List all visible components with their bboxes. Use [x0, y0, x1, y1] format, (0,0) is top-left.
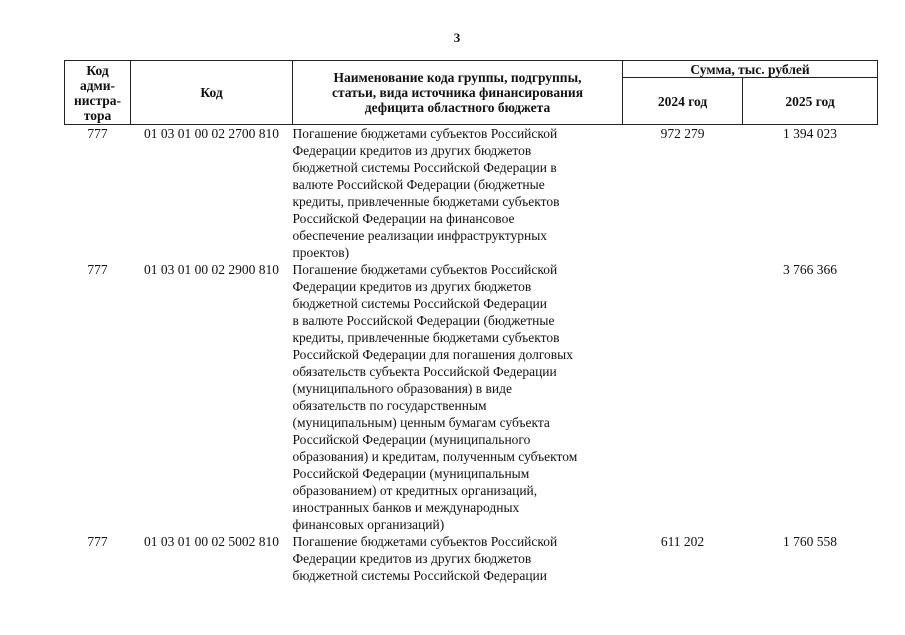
- amount-2025-cell: 3 766 366: [783, 262, 837, 277]
- header-year-2024: 2024 год: [623, 78, 743, 125]
- name-line: Российской Федерации для погашения долговых: [292, 347, 573, 362]
- name-line: обязательств субъекта Российской Федерации: [292, 364, 557, 379]
- name-line: Федерации кредитов из других бюджетов: [292, 279, 532, 294]
- table-row: [65, 261, 878, 533]
- name-line: валюте Российской Федерации (бюджетные: [292, 177, 545, 192]
- amount-2024-cell: 972 279: [660, 126, 705, 141]
- code-cell: 01 03 01 00 02 2700 810: [144, 126, 279, 141]
- header-admin-code: [65, 61, 131, 125]
- code-cell: 01 03 01 00 02 2900 810: [144, 262, 279, 277]
- name-cell: [293, 261, 623, 533]
- name-line: бюджетной системы Российской Федерации в: [292, 160, 557, 175]
- name-line: (муниципальным) ценным бумагам субъекта: [292, 415, 550, 430]
- header-admin-code-line: адми-: [79, 77, 116, 93]
- name-cell: [293, 125, 623, 262]
- name-line: Федерации кредитов из других бюджетов: [292, 551, 532, 566]
- header-name-line: статьи, вида источника финансирования: [331, 85, 584, 100]
- amount-2024-cell: 611 202: [660, 534, 705, 549]
- amount-2025-cell: 1 394 023: [783, 126, 837, 141]
- name-line: иностранных банков и международных: [292, 500, 520, 515]
- name-line: (муниципального образования) в виде: [292, 381, 513, 396]
- header-admin-code-line: Код: [86, 62, 109, 78]
- name-line: образования) и кредитам, полученным субъектом: [292, 449, 578, 464]
- name-line: Российской Федерации на финансовое: [292, 211, 515, 226]
- amount-2024-cell: [623, 261, 743, 533]
- name-line: финансовых организаций): [292, 517, 445, 532]
- amount-2025-cell: 1 760 558: [783, 534, 837, 549]
- admin-code-cell: 777: [87, 534, 108, 549]
- name-line: Российской Федерации (муниципальным: [292, 466, 530, 481]
- name-line: Российской Федерации (муниципального: [292, 432, 531, 447]
- header-name-line: Наименование кода группы, подгруппы,: [333, 70, 582, 85]
- name-line: обеспечение реализации инфраструктурных: [292, 228, 548, 243]
- name-line: бюджетной системы Российской Федерации: [292, 568, 548, 583]
- admin-code-cell: 777: [87, 262, 108, 277]
- name-cell: [293, 533, 623, 584]
- header-name: [293, 61, 623, 125]
- name-line: образованием) от кредитных организаций,: [292, 483, 538, 498]
- name-line: обязательств по государственным: [292, 398, 487, 413]
- header-code: Код: [131, 61, 293, 125]
- header-admin-code-line: тора: [83, 107, 112, 123]
- name-line: в валюте Российской Федерации (бюджетные: [292, 313, 555, 328]
- name-line: Погашение бюджетами субъектов Российской: [292, 262, 558, 277]
- name-line: Федерации кредитов из других бюджетов: [292, 143, 532, 158]
- table-row: [65, 125, 878, 262]
- table-row: [65, 533, 878, 584]
- header-admin-code-line: нистра-: [73, 92, 122, 108]
- header-sum-group: Сумма, тыс. рублей: [623, 61, 878, 78]
- name-line: Погашение бюджетами субъектов Российской: [292, 126, 558, 141]
- name-line: Погашение бюджетами субъектов Российской: [292, 534, 558, 549]
- header-name-line: дефицита областного бюджета: [364, 100, 551, 115]
- name-line: бюджетной системы Российской Федерации: [292, 296, 548, 311]
- name-line: кредиты, привлеченные бюджетами субъектов: [292, 330, 560, 345]
- budget-sources-table: [64, 60, 878, 584]
- page-number: 3: [453, 30, 461, 45]
- code-cell: 01 03 01 00 02 5002 810: [144, 534, 279, 549]
- admin-code-cell: 777: [87, 126, 108, 141]
- name-line: кредиты, привлеченные бюджетами субъектов: [292, 194, 560, 209]
- header-year-2025: 2025 год: [743, 78, 878, 125]
- name-line: проектов): [292, 245, 350, 260]
